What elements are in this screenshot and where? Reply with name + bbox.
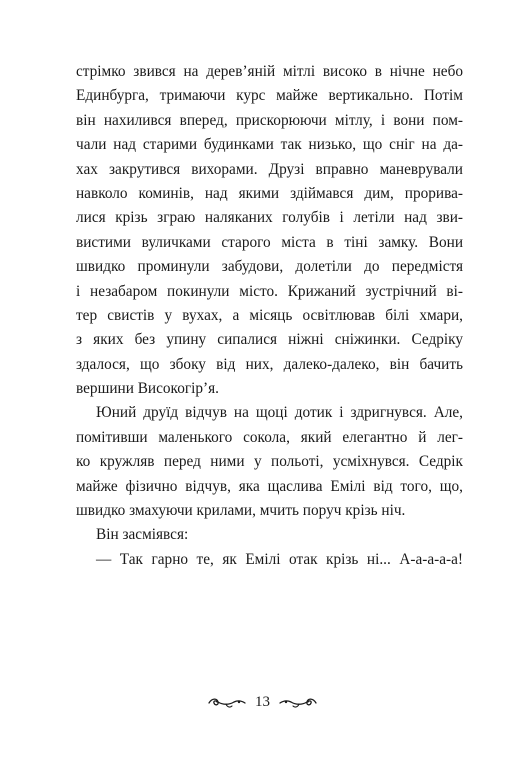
text-line: Единбурга, тримаючи курс майже вертикально. Потім <box>76 87 463 105</box>
page-number: 13 <box>255 694 270 710</box>
text-line: стрімко звився на дерев’яній мітлі високо в нічне небо <box>76 63 463 80</box>
text-line: вистими вуличками старого міста в тіні замку. Вони <box>76 233 463 251</box>
scroll-ornament-left-icon <box>207 694 247 710</box>
text-line: він нахилився вперед, прискорюючи мітлу, і вони пом- <box>76 111 463 129</box>
text-line: майже фізично відчув, яка щаслива Емілі від того, що, <box>76 477 463 495</box>
text-line: ко кружляв перед ними у польоті, усміхнувся. Седрік <box>76 453 463 471</box>
text-line: і незабаром покинули місто. Крижаний зустрічний ві- <box>76 282 463 300</box>
text-line: швидко змахуючи крилами, мчить поруч крізь ніч. <box>76 502 406 520</box>
page-footer <box>0 693 525 711</box>
dialogue-line: — Так гарно те, як Емілі отак крізь ні... А-а-а-а-а! <box>96 550 463 568</box>
text-line: швидко проминули забудови, долетіли до передмістя <box>76 258 463 276</box>
text-line: лися крізь зграю наляканих голубів і летіли над зви- <box>76 209 463 227</box>
text-line: з яких без упину сипалися ніжні сніжинки. Седріку <box>76 331 463 349</box>
text-line: хах закрутився вихорами. Друзі вправно маневрували <box>76 160 463 178</box>
text-line: навколо коминів, над якими здіймався дим, прорива- <box>76 184 463 202</box>
text-line: здалося, що збоку від них, далеко-далеко, він бачить <box>76 355 463 373</box>
text-line: тер свистів у вухах, а місяць освітлював білі хмари, <box>76 306 463 324</box>
text-line: вершини Високогір’я. <box>76 380 219 398</box>
text-line: чали над старими будинками так низько, що сніг на да- <box>76 136 463 154</box>
body-text <box>76 60 463 572</box>
text-line: помітивши маленького сокола, який елегантно й лег- <box>76 428 463 446</box>
text-line: Юний друїд відчув на щоці дотик і здригнувся. Але, <box>96 404 463 422</box>
text-line: Він засміявся: <box>96 526 189 544</box>
scroll-ornament-right-icon <box>278 694 318 710</box>
